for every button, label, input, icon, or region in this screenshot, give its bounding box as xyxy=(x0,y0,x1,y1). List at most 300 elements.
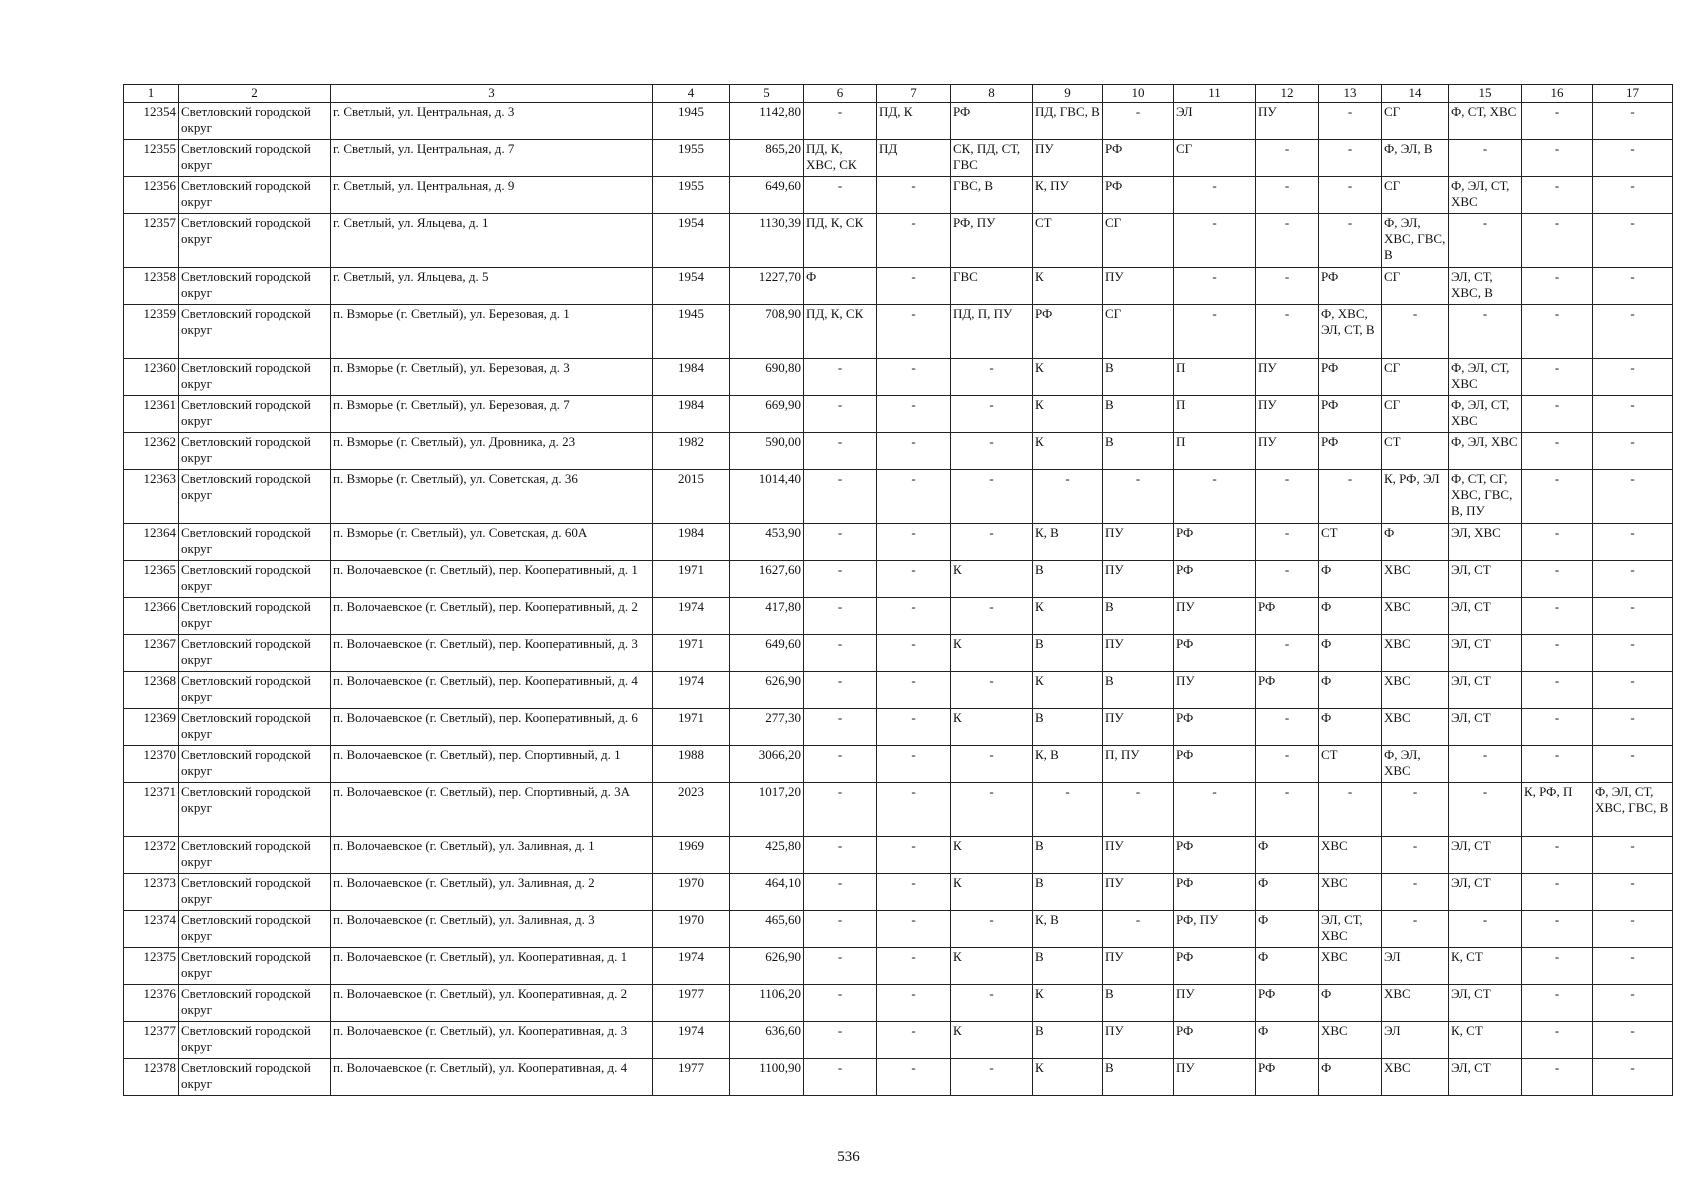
table-cell: п. Волочаевское (г. Светлый), ул. Заливная, д. 1 xyxy=(331,837,653,874)
table-cell: ЭЛ, СТ xyxy=(1449,672,1522,709)
table-cell: - xyxy=(877,561,951,598)
table-cell: - xyxy=(1449,911,1522,948)
table-cell: 12360 xyxy=(124,359,179,396)
table-cell: ПУ xyxy=(1103,635,1174,672)
table-cell: К xyxy=(951,561,1033,598)
table-cell: - xyxy=(1593,746,1673,783)
table-cell: 1971 xyxy=(653,561,730,598)
table-cell: - xyxy=(804,524,877,561)
table-cell: - xyxy=(1256,783,1319,837)
table-cell: 277,30 xyxy=(730,709,804,746)
register-table xyxy=(123,84,1673,1096)
table-row xyxy=(124,746,1673,783)
table-cell: - xyxy=(1522,672,1593,709)
table-cell: ПУ xyxy=(1174,985,1256,1022)
table-cell: Светловский городской округ xyxy=(179,911,331,948)
table-cell: Ф xyxy=(1319,635,1382,672)
table-cell: 2023 xyxy=(653,783,730,837)
table-cell: Светловский городской округ xyxy=(179,837,331,874)
table-cell: ПУ xyxy=(1256,396,1319,433)
table-cell: ХВС xyxy=(1382,1059,1449,1096)
table-cell: ПД, К, СК xyxy=(804,214,877,268)
table-cell: Ф, ЭЛ, В xyxy=(1382,140,1449,177)
table-cell: - xyxy=(1449,214,1522,268)
table-cell: РФ xyxy=(1174,874,1256,911)
table-cell: ПУ xyxy=(1174,1059,1256,1096)
column-header: 4 xyxy=(653,85,730,103)
table-row xyxy=(124,470,1673,524)
table-cell: - xyxy=(1593,140,1673,177)
table-cell: К xyxy=(1033,1059,1103,1096)
table-cell: 1988 xyxy=(653,746,730,783)
table-cell: 1954 xyxy=(653,214,730,268)
table-cell: К xyxy=(951,1022,1033,1059)
table-cell: СГ xyxy=(1382,177,1449,214)
table-cell: - xyxy=(1103,783,1174,837)
column-header: 12 xyxy=(1256,85,1319,103)
table-cell: Светловский городской округ xyxy=(179,470,331,524)
table-cell: - xyxy=(804,672,877,709)
table-cell: Светловский городской округ xyxy=(179,746,331,783)
table-cell: - xyxy=(1382,837,1449,874)
table-cell: ПД, К, СК xyxy=(804,305,877,359)
table-cell: - xyxy=(804,359,877,396)
table-cell: - xyxy=(1319,214,1382,268)
table-cell: Светловский городской округ xyxy=(179,177,331,214)
table-cell: Ф xyxy=(1319,598,1382,635)
table-cell: 12356 xyxy=(124,177,179,214)
table-cell: К xyxy=(1033,985,1103,1022)
table-cell: - xyxy=(877,746,951,783)
table-cell: Светловский городской округ xyxy=(179,524,331,561)
table-cell: К xyxy=(1033,359,1103,396)
table-cell: ПД xyxy=(877,140,951,177)
table-cell: Ф, ЭЛ, СТ, ХВС xyxy=(1449,359,1522,396)
table-cell: В xyxy=(1033,948,1103,985)
table-cell: СГ xyxy=(1382,103,1449,140)
table-cell: Светловский городской округ xyxy=(179,433,331,470)
table-cell: ПУ xyxy=(1033,140,1103,177)
table-cell: - xyxy=(1256,561,1319,598)
table-cell: - xyxy=(1522,985,1593,1022)
table-cell: 464,10 xyxy=(730,874,804,911)
table-cell: г. Светлый, ул. Центральная, д. 7 xyxy=(331,140,653,177)
table-cell: п. Волочаевское (г. Светлый), пер. Кооперативный, д. 4 xyxy=(331,672,653,709)
table-cell: РФ xyxy=(1103,140,1174,177)
table-cell: РФ xyxy=(1033,305,1103,359)
table-cell: - xyxy=(1382,305,1449,359)
table-cell: - xyxy=(1382,874,1449,911)
table-cell: ПУ xyxy=(1256,433,1319,470)
table-cell: В xyxy=(1033,709,1103,746)
table-cell: В xyxy=(1033,1022,1103,1059)
table-cell: - xyxy=(804,396,877,433)
table-cell: ЭЛ xyxy=(1382,1022,1449,1059)
table-cell: - xyxy=(804,470,877,524)
table-cell: - xyxy=(1319,470,1382,524)
table-cell: 12367 xyxy=(124,635,179,672)
table-cell: Ф xyxy=(1256,1022,1319,1059)
table-cell: - xyxy=(1256,635,1319,672)
table-cell: 1227,70 xyxy=(730,268,804,305)
table-cell: 1970 xyxy=(653,911,730,948)
table-cell: - xyxy=(1256,140,1319,177)
table-cell: 12366 xyxy=(124,598,179,635)
table-row xyxy=(124,103,1673,140)
table-cell: РФ xyxy=(1256,1059,1319,1096)
table-cell: - xyxy=(1256,709,1319,746)
table-cell: - xyxy=(1319,103,1382,140)
table-row xyxy=(124,635,1673,672)
table-cell: РФ xyxy=(1256,598,1319,635)
column-header: 11 xyxy=(1174,85,1256,103)
table-cell: ЭЛ, СТ xyxy=(1449,598,1522,635)
table-cell: - xyxy=(1593,470,1673,524)
table-cell: п. Волочаевское (г. Светлый), пер. Кооперативный, д. 1 xyxy=(331,561,653,598)
table-cell: СГ xyxy=(1103,305,1174,359)
table-cell: СТ xyxy=(1319,746,1382,783)
table-cell: - xyxy=(804,948,877,985)
table-cell: 1945 xyxy=(653,103,730,140)
table-cell: - xyxy=(951,783,1033,837)
table-cell: - xyxy=(804,985,877,1022)
table-cell: г. Светлый, ул. Яльцева, д. 1 xyxy=(331,214,653,268)
table-cell: В xyxy=(1103,433,1174,470)
table-cell: - xyxy=(1593,1022,1673,1059)
table-cell: Светловский городской округ xyxy=(179,103,331,140)
table-cell: - xyxy=(877,598,951,635)
table-cell: Светловский городской округ xyxy=(179,709,331,746)
table-cell: п. Волочаевское (г. Светлый), ул. Заливная, д. 3 xyxy=(331,911,653,948)
table-cell: - xyxy=(877,214,951,268)
table-cell: СТ xyxy=(1319,524,1382,561)
table-cell: 1945 xyxy=(653,305,730,359)
table-cell: ПУ xyxy=(1103,268,1174,305)
table-cell: ХВС xyxy=(1319,837,1382,874)
table-cell: Светловский городской округ xyxy=(179,948,331,985)
table-row xyxy=(124,709,1673,746)
table-cell: К, ПУ xyxy=(1033,177,1103,214)
table-cell: 1627,60 xyxy=(730,561,804,598)
table-cell: - xyxy=(804,177,877,214)
table-cell: П xyxy=(1174,433,1256,470)
table-cell: 12375 xyxy=(124,948,179,985)
table-row xyxy=(124,140,1673,177)
table-cell: - xyxy=(1033,470,1103,524)
table-cell: 1014,40 xyxy=(730,470,804,524)
table-cell: ПУ xyxy=(1103,948,1174,985)
table-cell: РФ xyxy=(951,103,1033,140)
table-cell: 1955 xyxy=(653,140,730,177)
table-cell: 649,60 xyxy=(730,635,804,672)
table-cell: 1955 xyxy=(653,177,730,214)
table-cell: п. Волочаевское (г. Светлый), пер. Спортивный, д. 1 xyxy=(331,746,653,783)
table-cell: В xyxy=(1103,1059,1174,1096)
table-cell: - xyxy=(1449,746,1522,783)
table-cell: ЭЛ, СТ xyxy=(1449,1059,1522,1096)
table-cell: - xyxy=(877,783,951,837)
table-cell: - xyxy=(804,911,877,948)
table-cell: 1954 xyxy=(653,268,730,305)
table-cell: Ф xyxy=(1319,672,1382,709)
table-cell: Ф, ЭЛ, СТ, ХВС xyxy=(1449,177,1522,214)
table-cell: 1971 xyxy=(653,635,730,672)
table-cell: 12355 xyxy=(124,140,179,177)
table-cell: 1984 xyxy=(653,524,730,561)
table-cell: 1974 xyxy=(653,598,730,635)
table-cell: Ф, СТ, ХВС xyxy=(1449,103,1522,140)
table-cell: - xyxy=(951,524,1033,561)
table-cell: РФ xyxy=(1319,396,1382,433)
table-cell: РФ xyxy=(1319,433,1382,470)
table-row xyxy=(124,305,1673,359)
table-cell: Ф xyxy=(1319,1059,1382,1096)
table-cell: - xyxy=(1593,1059,1673,1096)
table-cell: В xyxy=(1103,598,1174,635)
table-row xyxy=(124,598,1673,635)
table-cell: 12370 xyxy=(124,746,179,783)
table-cell: ЭЛ xyxy=(1174,103,1256,140)
table-cell: - xyxy=(1593,948,1673,985)
table-cell: 1982 xyxy=(653,433,730,470)
table-cell: К xyxy=(1033,433,1103,470)
table-cell: - xyxy=(951,359,1033,396)
table-row xyxy=(124,1022,1673,1059)
table-cell: 1974 xyxy=(653,948,730,985)
table-cell: РФ xyxy=(1103,177,1174,214)
table-cell: ПУ xyxy=(1174,598,1256,635)
table-body xyxy=(124,103,1673,1096)
table-cell: 12373 xyxy=(124,874,179,911)
table-cell: - xyxy=(1593,396,1673,433)
table-row xyxy=(124,214,1673,268)
table-cell: Ф, ЭЛ, СТ, ХВС xyxy=(1449,396,1522,433)
table-cell: К, В xyxy=(1033,911,1103,948)
table-cell: 3066,20 xyxy=(730,746,804,783)
table-cell: 1984 xyxy=(653,359,730,396)
table-cell: Светловский городской округ xyxy=(179,268,331,305)
table-cell: - xyxy=(1382,783,1449,837)
column-header: 6 xyxy=(804,85,877,103)
table-cell: - xyxy=(877,268,951,305)
table-cell: - xyxy=(877,672,951,709)
table-row xyxy=(124,561,1673,598)
table-cell: п. Волочаевское (г. Светлый), ул. Заливная, д. 2 xyxy=(331,874,653,911)
table-cell: Ф xyxy=(1382,524,1449,561)
table-cell: ЭЛ, ХВС xyxy=(1449,524,1522,561)
table-cell: Ф, ЭЛ, ХВС xyxy=(1449,433,1522,470)
table-cell: ПУ xyxy=(1103,709,1174,746)
table-cell: 1977 xyxy=(653,985,730,1022)
table-cell: - xyxy=(1522,470,1593,524)
table-cell: РФ, ПУ xyxy=(1174,911,1256,948)
table-cell: - xyxy=(1174,177,1256,214)
table-cell: 12371 xyxy=(124,783,179,837)
table-cell: - xyxy=(1103,470,1174,524)
table-cell: СТ xyxy=(1382,433,1449,470)
table-row xyxy=(124,396,1673,433)
table-cell: РФ, ПУ xyxy=(951,214,1033,268)
table-cell: - xyxy=(1593,561,1673,598)
table-cell: - xyxy=(1593,268,1673,305)
table-row xyxy=(124,268,1673,305)
table-cell: ЭЛ, СТ, ХВС, В xyxy=(1449,268,1522,305)
table-row xyxy=(124,985,1673,1022)
page-number: 536 xyxy=(837,1149,860,1165)
table-cell: Ф, ЭЛ, СТ, ХВС, ГВС, В xyxy=(1593,783,1673,837)
table-cell: ПД, П, ПУ xyxy=(951,305,1033,359)
table-cell: Светловский городской округ xyxy=(179,214,331,268)
table-cell: Светловский городской округ xyxy=(179,396,331,433)
table-cell: - xyxy=(877,433,951,470)
table-cell: п. Взморье (г. Светлый), ул. Дровника, д. 23 xyxy=(331,433,653,470)
table-cell: - xyxy=(1256,268,1319,305)
table-cell: - xyxy=(1593,103,1673,140)
table-cell: - xyxy=(1593,524,1673,561)
table-cell: 636,60 xyxy=(730,1022,804,1059)
table-cell: - xyxy=(1593,985,1673,1022)
table-cell: РФ xyxy=(1174,948,1256,985)
table-cell: 1970 xyxy=(653,874,730,911)
table-cell: РФ xyxy=(1256,985,1319,1022)
column-header: 7 xyxy=(877,85,951,103)
table-cell: 1974 xyxy=(653,1022,730,1059)
table-cell: ЭЛ xyxy=(1382,948,1449,985)
table-cell: К, СТ xyxy=(1449,948,1522,985)
table-cell: 1100,90 xyxy=(730,1059,804,1096)
table-cell: - xyxy=(1256,214,1319,268)
column-header: 9 xyxy=(1033,85,1103,103)
table-cell: г. Светлый, ул. Яльцева, д. 5 xyxy=(331,268,653,305)
table-cell: В xyxy=(1103,359,1174,396)
table-cell: - xyxy=(804,746,877,783)
table-cell: - xyxy=(804,709,877,746)
table-cell: - xyxy=(1449,783,1522,837)
table-cell: ХВС xyxy=(1382,598,1449,635)
table-cell: РФ xyxy=(1174,837,1256,874)
table-cell: - xyxy=(1593,911,1673,948)
table-cell: ХВС xyxy=(1382,985,1449,1022)
table-cell: - xyxy=(1522,305,1593,359)
table-cell: К xyxy=(1033,672,1103,709)
table-cell: К xyxy=(1033,598,1103,635)
table-cell: 417,80 xyxy=(730,598,804,635)
table-cell: - xyxy=(804,598,877,635)
table-cell: - xyxy=(951,1059,1033,1096)
table-cell: - xyxy=(877,470,951,524)
table-cell: Ф, СТ, СГ, ХВС, ГВС, В, ПУ xyxy=(1449,470,1522,524)
table-cell: - xyxy=(1593,598,1673,635)
table-cell: - xyxy=(951,746,1033,783)
table-cell: п. Волочаевское (г. Светлый), ул. Кооперативная, д. 4 xyxy=(331,1059,653,1096)
table-cell: ХВС xyxy=(1382,635,1449,672)
table-cell: Ф, ЭЛ, ХВС, ГВС, В xyxy=(1382,214,1449,268)
table-row xyxy=(124,359,1673,396)
table-cell: 12362 xyxy=(124,433,179,470)
table-cell: - xyxy=(1033,783,1103,837)
table-cell: ГВС xyxy=(951,268,1033,305)
table-cell: г. Светлый, ул. Центральная, д. 3 xyxy=(331,103,653,140)
table-cell: - xyxy=(877,709,951,746)
table-cell: - xyxy=(1593,305,1673,359)
table-row xyxy=(124,433,1673,470)
table-cell: - xyxy=(1593,874,1673,911)
table-row xyxy=(124,948,1673,985)
table-cell: - xyxy=(1103,103,1174,140)
table-cell: Светловский городской округ xyxy=(179,561,331,598)
table-cell: В xyxy=(1033,561,1103,598)
table-cell: СГ xyxy=(1382,396,1449,433)
table-cell: - xyxy=(1256,470,1319,524)
table-cell: К, РФ, П xyxy=(1522,783,1593,837)
table-cell: ГВС, В xyxy=(951,177,1033,214)
table-cell: ПУ xyxy=(1103,561,1174,598)
table-cell: п. Взморье (г. Светлый), ул. Советская, д. 36 xyxy=(331,470,653,524)
table-cell: п. Волочаевское (г. Светлый), пер. Кооперативный, д. 6 xyxy=(331,709,653,746)
table-cell: - xyxy=(1174,783,1256,837)
table-cell: ПУ xyxy=(1174,672,1256,709)
column-header: 2 xyxy=(179,85,331,103)
table-cell: 1130,39 xyxy=(730,214,804,268)
table-cell: - xyxy=(1522,709,1593,746)
table-cell: - xyxy=(877,359,951,396)
table-cell: - xyxy=(877,305,951,359)
table-cell: ПУ xyxy=(1103,874,1174,911)
table-cell: 12358 xyxy=(124,268,179,305)
table-cell: - xyxy=(1522,103,1593,140)
column-header: 13 xyxy=(1319,85,1382,103)
table-cell: - xyxy=(1522,948,1593,985)
table-cell: 1971 xyxy=(653,709,730,746)
table-cell: Ф xyxy=(1319,561,1382,598)
table-cell: ХВС xyxy=(1319,1022,1382,1059)
table-cell: - xyxy=(1174,214,1256,268)
table-cell: К xyxy=(951,874,1033,911)
table-cell: - xyxy=(1522,598,1593,635)
table-cell: РФ xyxy=(1174,709,1256,746)
table-cell: - xyxy=(1256,177,1319,214)
table-cell: Светловский городской округ xyxy=(179,598,331,635)
table-cell: РФ xyxy=(1174,1022,1256,1059)
table-cell: - xyxy=(1522,874,1593,911)
table-cell: 1984 xyxy=(653,396,730,433)
table-cell: - xyxy=(951,396,1033,433)
table-cell: - xyxy=(877,985,951,1022)
table-cell: - xyxy=(951,598,1033,635)
table-cell: - xyxy=(1256,524,1319,561)
table-cell: Светловский городской округ xyxy=(179,672,331,709)
table-cell: - xyxy=(877,837,951,874)
table-cell: 1969 xyxy=(653,837,730,874)
table-cell: п. Волочаевское (г. Светлый), ул. Кооперативная, д. 2 xyxy=(331,985,653,1022)
table-cell: 626,90 xyxy=(730,948,804,985)
table-cell: Ф xyxy=(1319,709,1382,746)
table-cell: 12359 xyxy=(124,305,179,359)
table-cell: - xyxy=(951,911,1033,948)
table-cell: - xyxy=(1319,783,1382,837)
table-cell: 12372 xyxy=(124,837,179,874)
table-cell: СТ xyxy=(1033,214,1103,268)
table-cell: РФ xyxy=(1174,635,1256,672)
table-cell: К, РФ, ЭЛ xyxy=(1382,470,1449,524)
table-cell: ПУ xyxy=(1103,1022,1174,1059)
table-cell: Светловский городской округ xyxy=(179,1059,331,1096)
column-header: 8 xyxy=(951,85,1033,103)
table-row xyxy=(124,783,1673,837)
table-cell: - xyxy=(1593,214,1673,268)
table-cell: 12376 xyxy=(124,985,179,1022)
table-cell: - xyxy=(804,433,877,470)
